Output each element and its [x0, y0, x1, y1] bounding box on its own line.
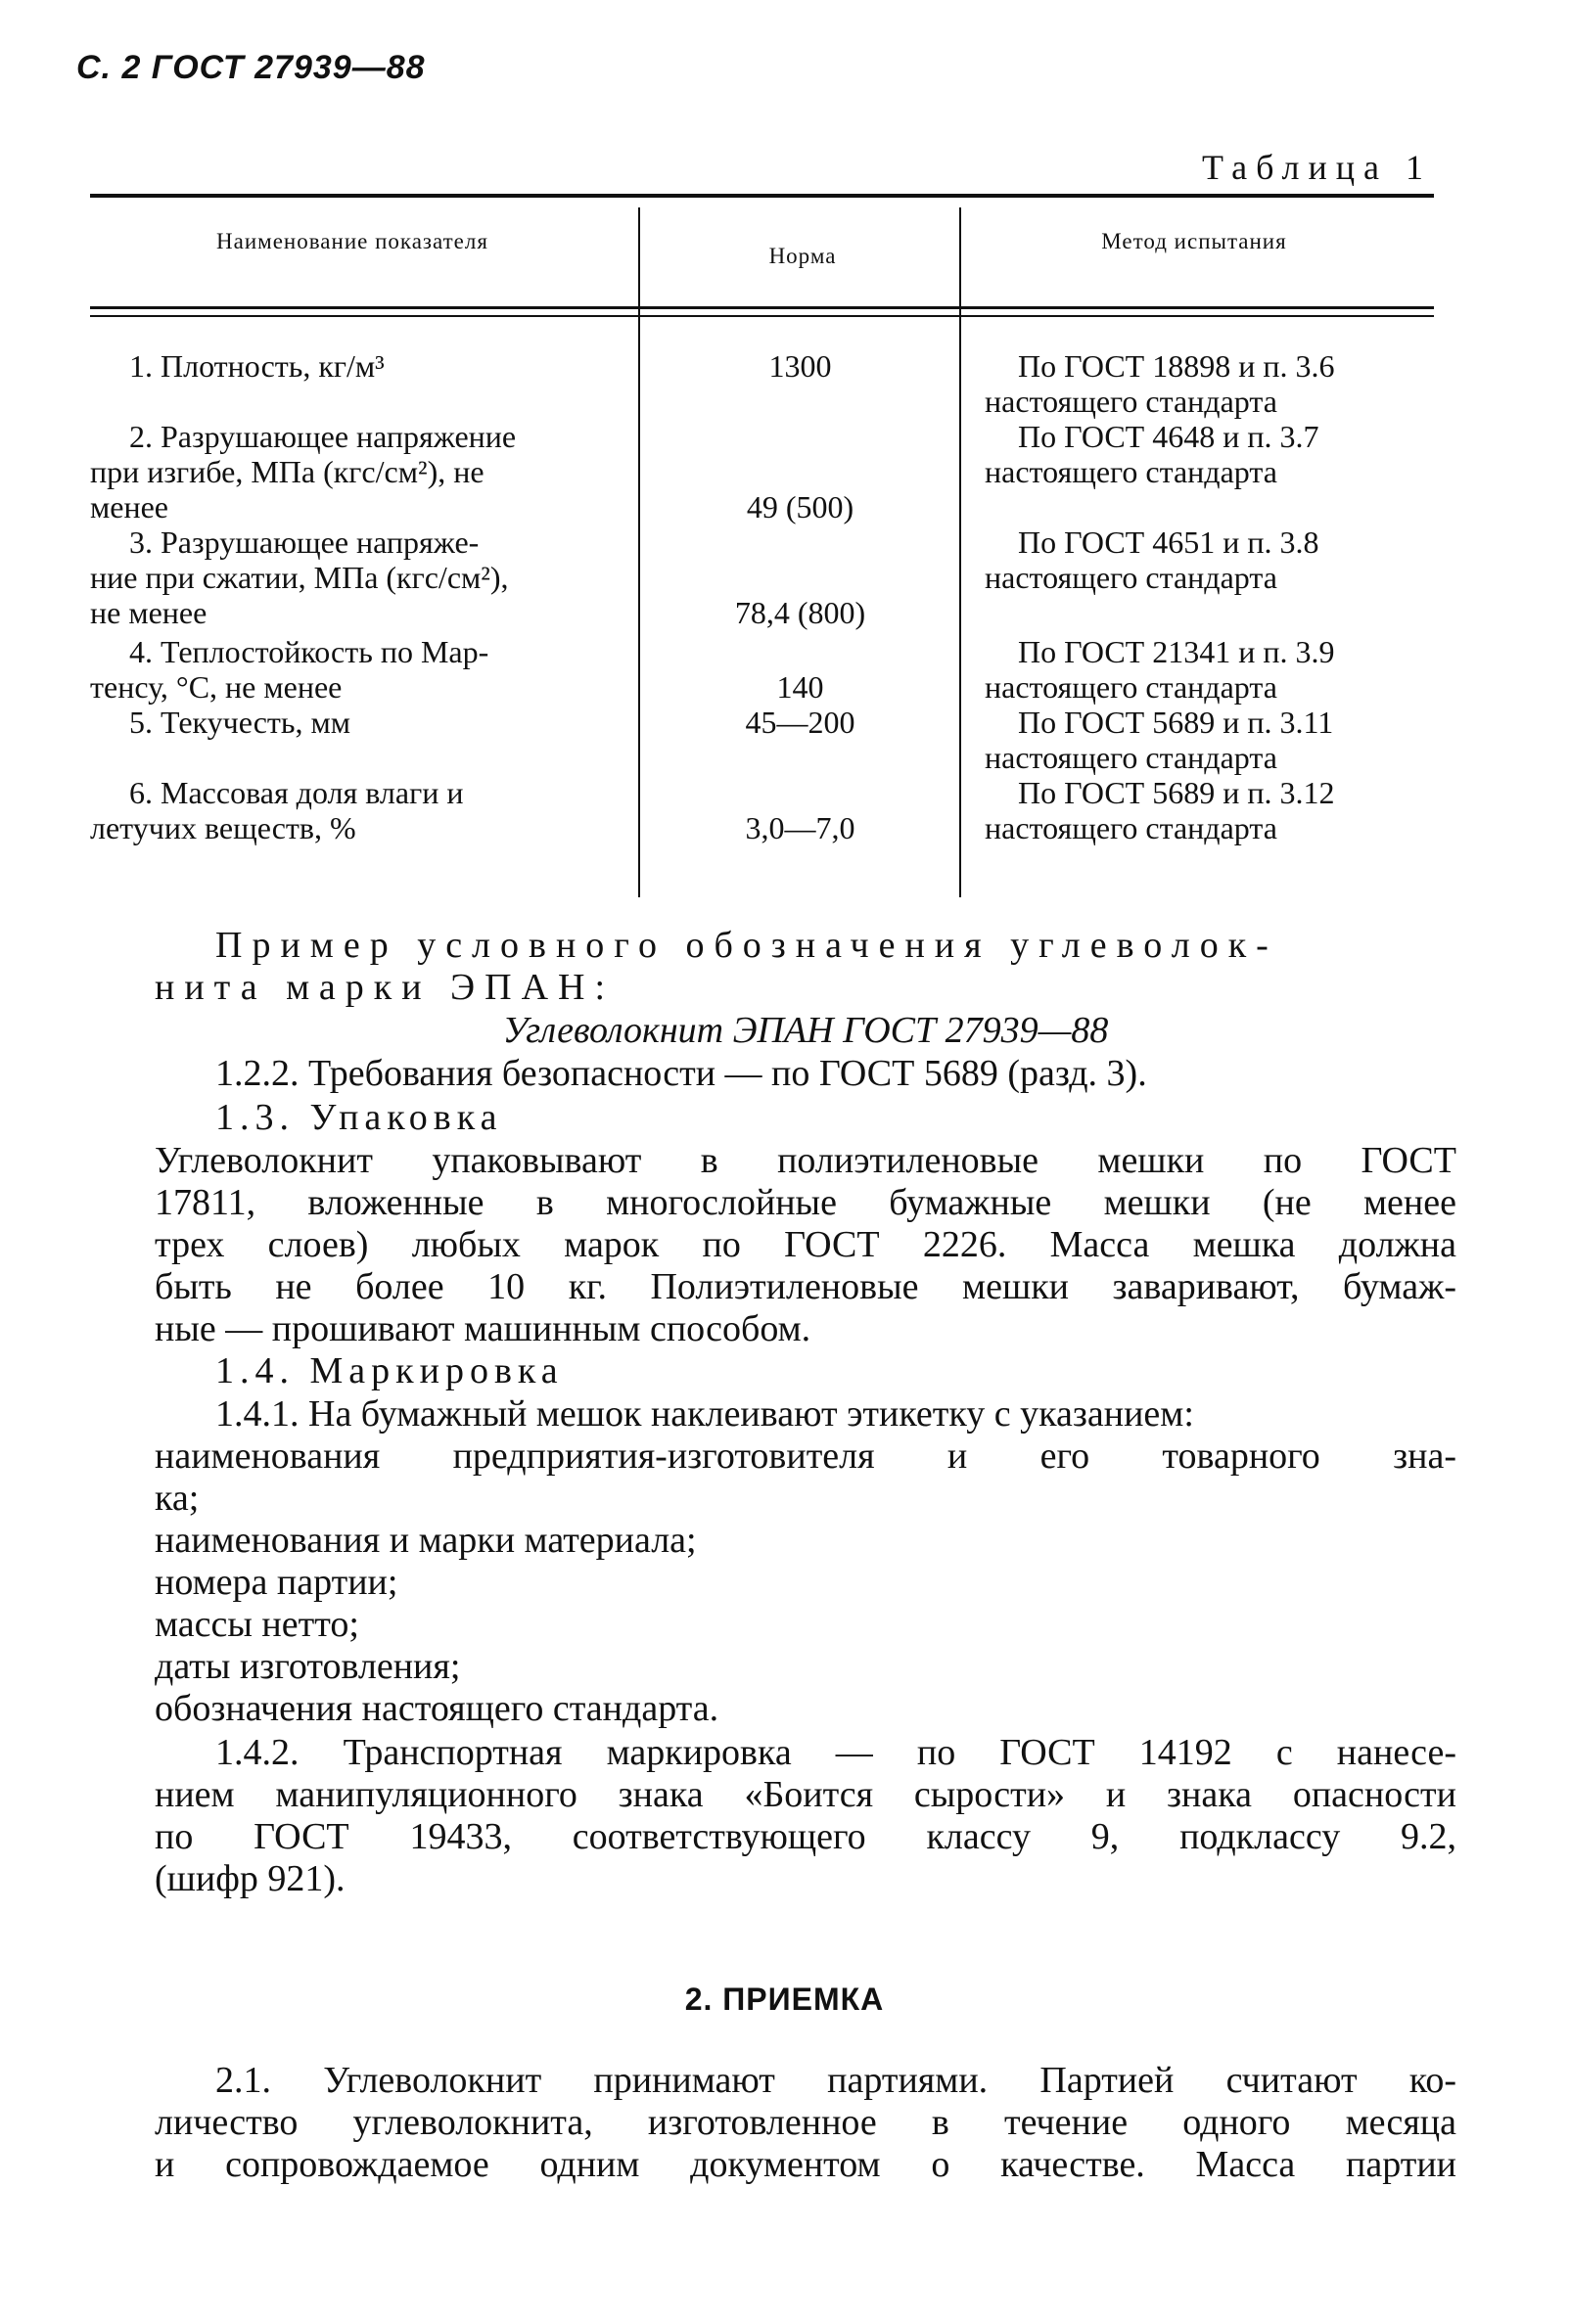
paragraph-line: Углеволокнит упаковывают в полиэтиленовые мешки по ГОСТ	[155, 1140, 1456, 1181]
row-name-cont: не менее	[90, 595, 208, 630]
table-header-rule	[90, 306, 1434, 309]
section-1-4-title	[155, 1350, 1456, 1392]
table-row	[985, 419, 1454, 489]
table-row	[985, 705, 1454, 775]
paragraph-line: 1.4.1. На бумажный мешок наклеивают этикетку с указанием:	[215, 1393, 1194, 1435]
example-line-2: нита марки ЭПАН:	[155, 967, 616, 1008]
row-method: По ГОСТ 4651 и п. 3.8	[1018, 524, 1319, 560]
table-top-rule	[90, 194, 1434, 198]
paragraph-line: 1.4.2. Транспортная маркировка — по ГОСТ 14192 с нанесе-	[215, 1732, 1456, 1773]
table-header-name: Наименование показателя	[216, 229, 488, 253]
list-item: даты изготовления;	[155, 1646, 461, 1687]
table-row	[90, 419, 619, 524]
page-header: С. 2 ГОСТ 27939—88	[76, 49, 426, 86]
list-item: номера партии;	[155, 1562, 398, 1603]
paragraph-line: наименования предприятия-изготовителя и его товарного зна-	[155, 1435, 1456, 1477]
row-method-cont: настоящего стандарта	[985, 384, 1277, 419]
table-caption: Таблица 1	[1202, 148, 1432, 187]
section-1-3-title	[155, 1097, 1456, 1139]
example-line-1: Пример условного обозначения углеволок-	[215, 925, 1278, 966]
paragraph-1-2-2	[155, 1053, 1456, 1095]
row-method: По ГОСТ 18898 и п. 3.6	[1018, 348, 1335, 384]
row-method-cont: настоящего стандарта	[985, 740, 1277, 775]
row-method: По ГОСТ 4648 и п. 3.7	[1018, 419, 1319, 454]
row-norm: 1300	[768, 348, 832, 384]
table-row	[90, 705, 619, 740]
row-method-cont: настоящего стандарта	[985, 560, 1277, 595]
row-name: 1. Плотность, кг/м³	[129, 348, 385, 384]
list-item: наименования и марки материала;	[155, 1520, 697, 1561]
table-column-divider	[959, 207, 961, 897]
row-norm: 3,0—7,0	[745, 810, 855, 845]
paragraph-line: по ГОСТ 19433, соответствующего классу 9, подклассу 9.2,	[155, 1816, 1456, 1857]
table-header-rule-2	[90, 315, 1434, 317]
paragraph-line: личество углеволокнита, изготовленное в течение одного месяца	[155, 2102, 1456, 2143]
row-name: 2. Разрушающее напряжение	[129, 419, 517, 454]
paragraph-line: быть не более 10 кг. Полиэтиленовые мешки заваривают, бумаж-	[155, 1266, 1456, 1307]
row-method-cont: настоящего стандарта	[985, 669, 1277, 705]
example-designation: Углеволокнит ЭПАН ГОСТ 27939—88	[502, 1010, 1109, 1051]
table-column-divider	[638, 207, 640, 897]
paragraph-line: (шифр 921).	[155, 1858, 346, 1899]
paragraph-line: и сопровождаемое одним документом о качестве. Масса партии	[155, 2144, 1456, 2185]
table-row	[985, 634, 1454, 705]
paragraph-1-4-1	[155, 1393, 1456, 1730]
row-name-cont: летучих веществ, %	[90, 810, 356, 845]
row-method: По ГОСТ 5689 и п. 3.12	[1018, 775, 1335, 810]
row-method-cont: настоящего стандарта	[985, 454, 1277, 489]
row-name-cont: при изгибе, МПа (кгс/см²), не	[90, 454, 485, 489]
table-row	[985, 775, 1454, 845]
table-row	[985, 348, 1454, 419]
table-header-method: Метод испытания	[1101, 229, 1287, 253]
row-name: 3. Разрушающее напряже-	[129, 524, 480, 560]
paragraph-line: 17811, вложенные в многослойные бумажные мешки (не менее	[155, 1182, 1456, 1223]
row-norm: 49 (500)	[746, 489, 854, 524]
section-2-title: 2. ПРИЕМКА	[684, 1982, 885, 2017]
list-item: массы нетто;	[155, 1604, 359, 1645]
row-name: 6. Массовая доля влаги и	[129, 775, 464, 810]
paragraph-1-4-2	[155, 1732, 1456, 1900]
row-method-cont: настоящего стандарта	[985, 810, 1277, 845]
row-name: 5. Текучесть, мм	[129, 705, 350, 740]
section-title-text: 1.3. Упаковка	[215, 1097, 503, 1138]
row-method: По ГОСТ 21341 и п. 3.9	[1018, 634, 1335, 669]
section-title-text: 1.4. Маркировка	[215, 1350, 564, 1391]
paragraph-line: 2.1. Углеволокнит принимают партиями. Партией считают ко-	[215, 2060, 1456, 2101]
row-method: По ГОСТ 5689 и п. 3.11	[1018, 705, 1334, 740]
table-header-norm: Норма	[768, 244, 837, 268]
table-row	[90, 524, 619, 630]
paragraph-line: трех слоев) любых марок по ГОСТ 2226. Масса мешка должна	[155, 1224, 1456, 1265]
row-name: 4. Теплостойкость по Мар-	[129, 634, 489, 669]
row-norm: 78,4 (800)	[734, 595, 866, 630]
table-row	[90, 775, 619, 845]
paragraph-1-3	[155, 1140, 1456, 1350]
row-name-cont: ние при сжатии, МПа (кгс/см²),	[90, 560, 509, 595]
table-row	[90, 348, 619, 384]
paragraph-line: ные — прошивают машинным способом.	[155, 1308, 811, 1349]
table-row	[985, 524, 1454, 595]
row-name-cont: тенсу, °С, не менее	[90, 669, 343, 705]
paragraph-line: нием манипуляционного знака «Боится сырости» и знака опасности	[155, 1774, 1456, 1815]
table-row	[90, 634, 619, 705]
paragraph-line: ка;	[155, 1478, 200, 1519]
paragraph-2-1	[155, 2060, 1456, 2186]
example-paragraph	[155, 925, 1456, 1009]
row-norm: 45—200	[745, 705, 855, 740]
list-item: обозначения настоящего стандарта.	[155, 1688, 719, 1729]
paragraph-text: 1.2.2. Требования безопасности — по ГОСТ 5689 (разд. 3).	[215, 1053, 1147, 1094]
row-norm: 140	[776, 669, 824, 705]
row-name-cont: менее	[90, 489, 168, 524]
